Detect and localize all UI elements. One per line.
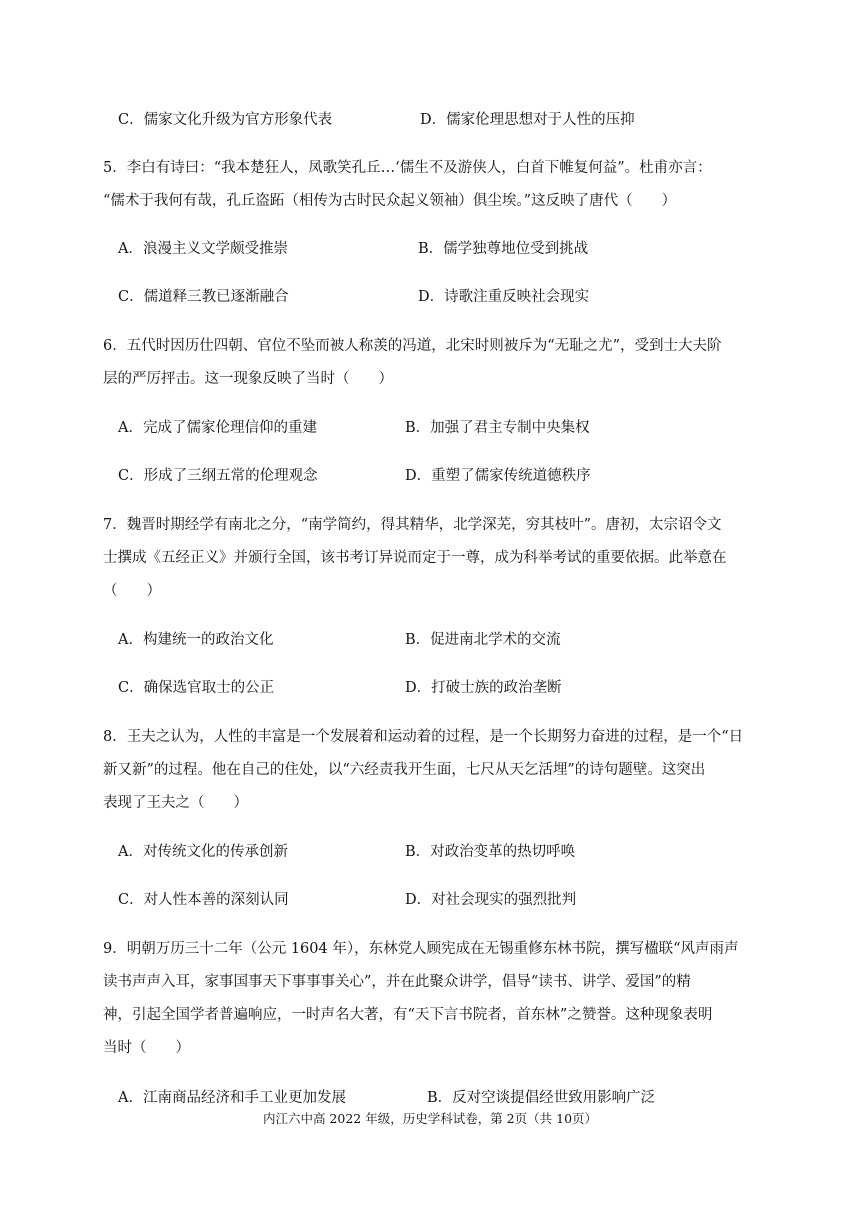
q5-option-c: C．儒道释三教已逐渐融合: [118, 289, 289, 305]
q6-stem-line-1: 6．五代时因历仕四朝、官位不坠而被人称羡的冯道，北宋时则被斥为“无耻之尤”，受到士大夫阶: [103, 338, 722, 354]
q9-stem-line-3: 神，引起全国学者普遍响应，一时声名大著，有“天下言书院者，首东林”之赞誉。这种现象表明: [103, 1007, 713, 1023]
q6-stem-line-2: 层的严厉抨击。这一现象反映了当时（ ）: [103, 371, 393, 387]
q8-option-d: D．对社会现实的强烈批判: [405, 892, 577, 908]
q8-option-a: A．对传统文化的传承创新: [118, 844, 288, 860]
q5-option-b: B．儒学独尊地位受到挑战: [418, 241, 589, 257]
q5-stem-line-1: 5．李白有诗曰：“我本楚狂人，凤歌笑孔丘…‘儒生不及游侠人，白首下帷复何益”。杜甫亦言：: [103, 160, 712, 176]
q5-stem-line-2: “儒术于我何有哉，孔丘盗跖（相传为古时民众起义领袖）俱尘埃。”这反映了唐代（ ）: [103, 193, 677, 209]
q5-option-d: D．诗歌注重反映社会现实: [418, 289, 590, 305]
q9-stem-line-4: 当时（ ）: [103, 1040, 190, 1056]
q9-option-b: B．反对空谈提倡经世致用影响广泛: [427, 1090, 656, 1106]
q8-stem-line-3: 表现了王夫之（ ）: [103, 795, 248, 811]
q6-option-b: B．加强了君主专制中央集权: [405, 420, 590, 436]
q8-stem-line-1: 8．王夫之认为，人性的丰富是一个发展着和运动着的过程，是一个长期努力奋进的过程，是一个“日: [103, 729, 744, 745]
q6-option-a: A．完成了儒家伦理信仰的重建: [118, 420, 317, 436]
q7-stem-line-1: 7．魏晋时期经学有南北之分，“南学简约，得其精华，北学深芜，穷其枝叶”。唐初，太宗诏令文: [103, 517, 722, 533]
q9-stem-line-1: 9．明朝万历三十二年（公元 1604 年），东林党人顾宪成在无锡重修东林书院，撰写楹联“风声雨声: [103, 941, 739, 957]
q7-option-d: D．打破士族的政治垄断: [405, 680, 562, 696]
q6-option-c: C．形成了三纲五常的伦理观念: [118, 468, 318, 484]
q8-stem-line-2: 新又新”的过程。他在自己的住处，以“六经责我开生面，七尺从天乞活埋”的诗句题壁。这突出: [103, 762, 706, 778]
q8-option-c: C．对人性本善的深刻认同: [118, 892, 289, 908]
q8-option-b: B．对政治变革的热切呼唤: [405, 844, 576, 860]
q7-stem-line-3: （ ）: [103, 583, 161, 599]
q5-option-a: A．浪漫主义文学颇受推崇: [118, 241, 288, 257]
q9-option-a: A．江南商品经济和手工业更加发展: [118, 1090, 346, 1106]
page-footer: 内江六中高 2022 年级，历史学科试卷，第 2页（共 10页）: [262, 1111, 598, 1126]
q7-option-a: A．构建统一的政治文化: [118, 632, 274, 648]
q7-stem-line-2: 士撰成《五经正义》并颁行全国，该书考订异说而定于一尊，成为科举考试的重要依据。此举意在: [103, 550, 727, 566]
q6-option-d: D．重塑了儒家传统道德秩序: [405, 468, 591, 484]
q4-option-c: C．儒家文化升级为官方形象代表: [118, 112, 333, 128]
q7-option-c: C．确保选官取士的公正: [118, 680, 275, 696]
q7-option-b: B．促进南北学术的交流: [405, 632, 561, 648]
q4-option-d: D．儒家伦理思想对于人性的压抑: [420, 112, 635, 128]
q9-stem-line-2: 读书声声入耳，家事国事天下事事事关心”，并在此聚众讲学，倡导“读书、讲学、爱国”的精: [103, 974, 691, 990]
